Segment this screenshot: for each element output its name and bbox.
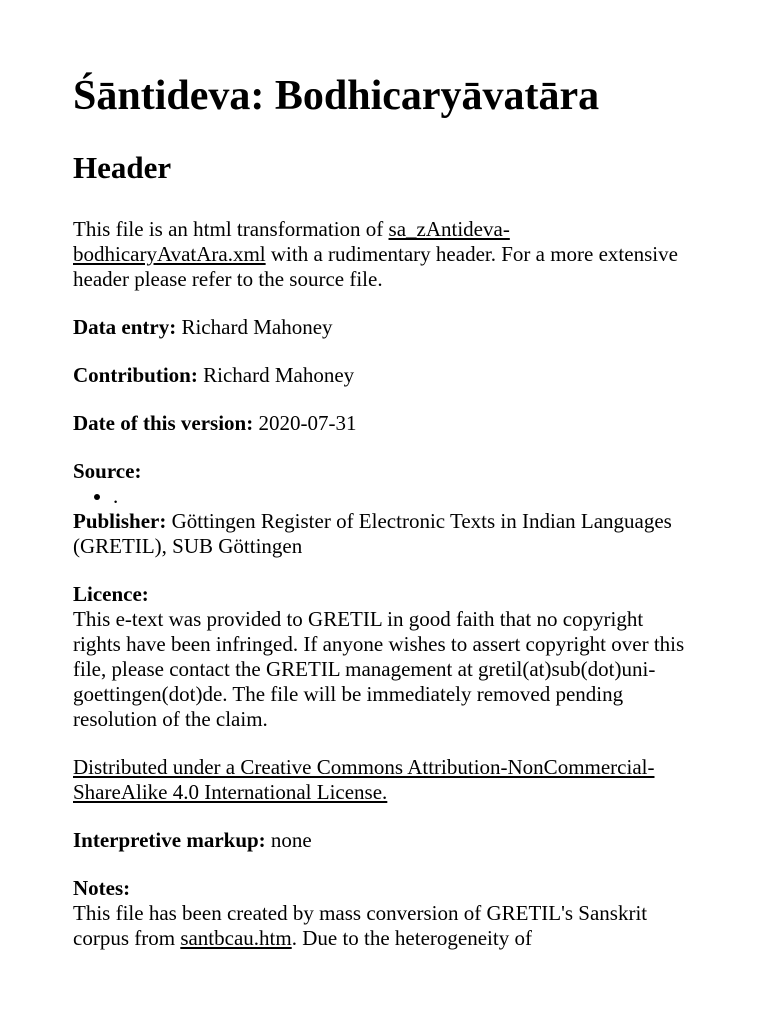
source-label: Source: <box>73 459 142 483</box>
interpretive-markup-value: none <box>265 828 312 852</box>
contribution-value: Richard Mahoney <box>197 363 355 387</box>
source-section <box>73 459 695 559</box>
notes-section <box>73 876 695 951</box>
intro-text-after: with a rudimentary header. For a more extensive header please refer to the source file. <box>73 242 678 291</box>
notes-label: Notes: <box>73 876 131 900</box>
date-version-label: Date of this version: <box>73 411 254 435</box>
header-heading: Header <box>73 150 172 185</box>
licence-section <box>73 582 695 732</box>
date-version-value: 2020-07-31 <box>253 411 357 435</box>
publisher-label: Publisher: <box>73 509 167 533</box>
contribution-label: Contribution: <box>73 363 198 387</box>
publisher-line <box>73 509 695 559</box>
licence-text: This e-text was provided to GRETIL in good faith that no copyright rights have been infringed. If anyone wishes to assert copyright over this file, please contact the GRETIL management at gretil(at)sub(dot)uni-goettingen(dot)de. The file will be immediately removed pending resolution of the claim. <box>73 607 685 731</box>
data-entry-label: Data entry: <box>73 315 177 339</box>
notes-text-before: This file has been created by mass conversion of GRETIL's Sanskrit corpus from <box>73 901 648 950</box>
notes-text-after: . Due to the heterogeneity of <box>291 926 532 950</box>
page-title: Śāntideva: Bodhicaryāvatāra <box>73 73 600 119</box>
intro-paragraph <box>73 217 695 292</box>
interpretive-markup-label: Interpretive markup: <box>73 828 266 852</box>
interpretive-markup-line <box>73 828 695 853</box>
data-entry-value: Richard Mahoney <box>176 315 333 339</box>
santbcau-link[interactable]: santbcau.htm <box>180 926 292 950</box>
licence-label: Licence: <box>73 582 149 606</box>
cc-licence-link[interactable]: Distributed under a Creative Commons Attribution-NonCommercial-ShareAlike 4.0 International License. <box>73 755 655 804</box>
publisher-value: Göttingen Register of Electronic Texts in Indian Languages (GRETIL), SUB Göttingen <box>73 509 672 558</box>
source-list-item: • . <box>113 484 695 509</box>
cc-licence-paragraph <box>73 755 695 805</box>
contribution-line <box>73 363 695 388</box>
date-version-line <box>73 411 695 436</box>
source-file-link[interactable]: sa_zAntideva-bodhicaryAvatAra.xml <box>73 217 510 266</box>
data-entry-line <box>73 315 695 340</box>
source-list <box>73 484 695 509</box>
intro-text-before: This file is an html transformation of <box>73 217 389 241</box>
